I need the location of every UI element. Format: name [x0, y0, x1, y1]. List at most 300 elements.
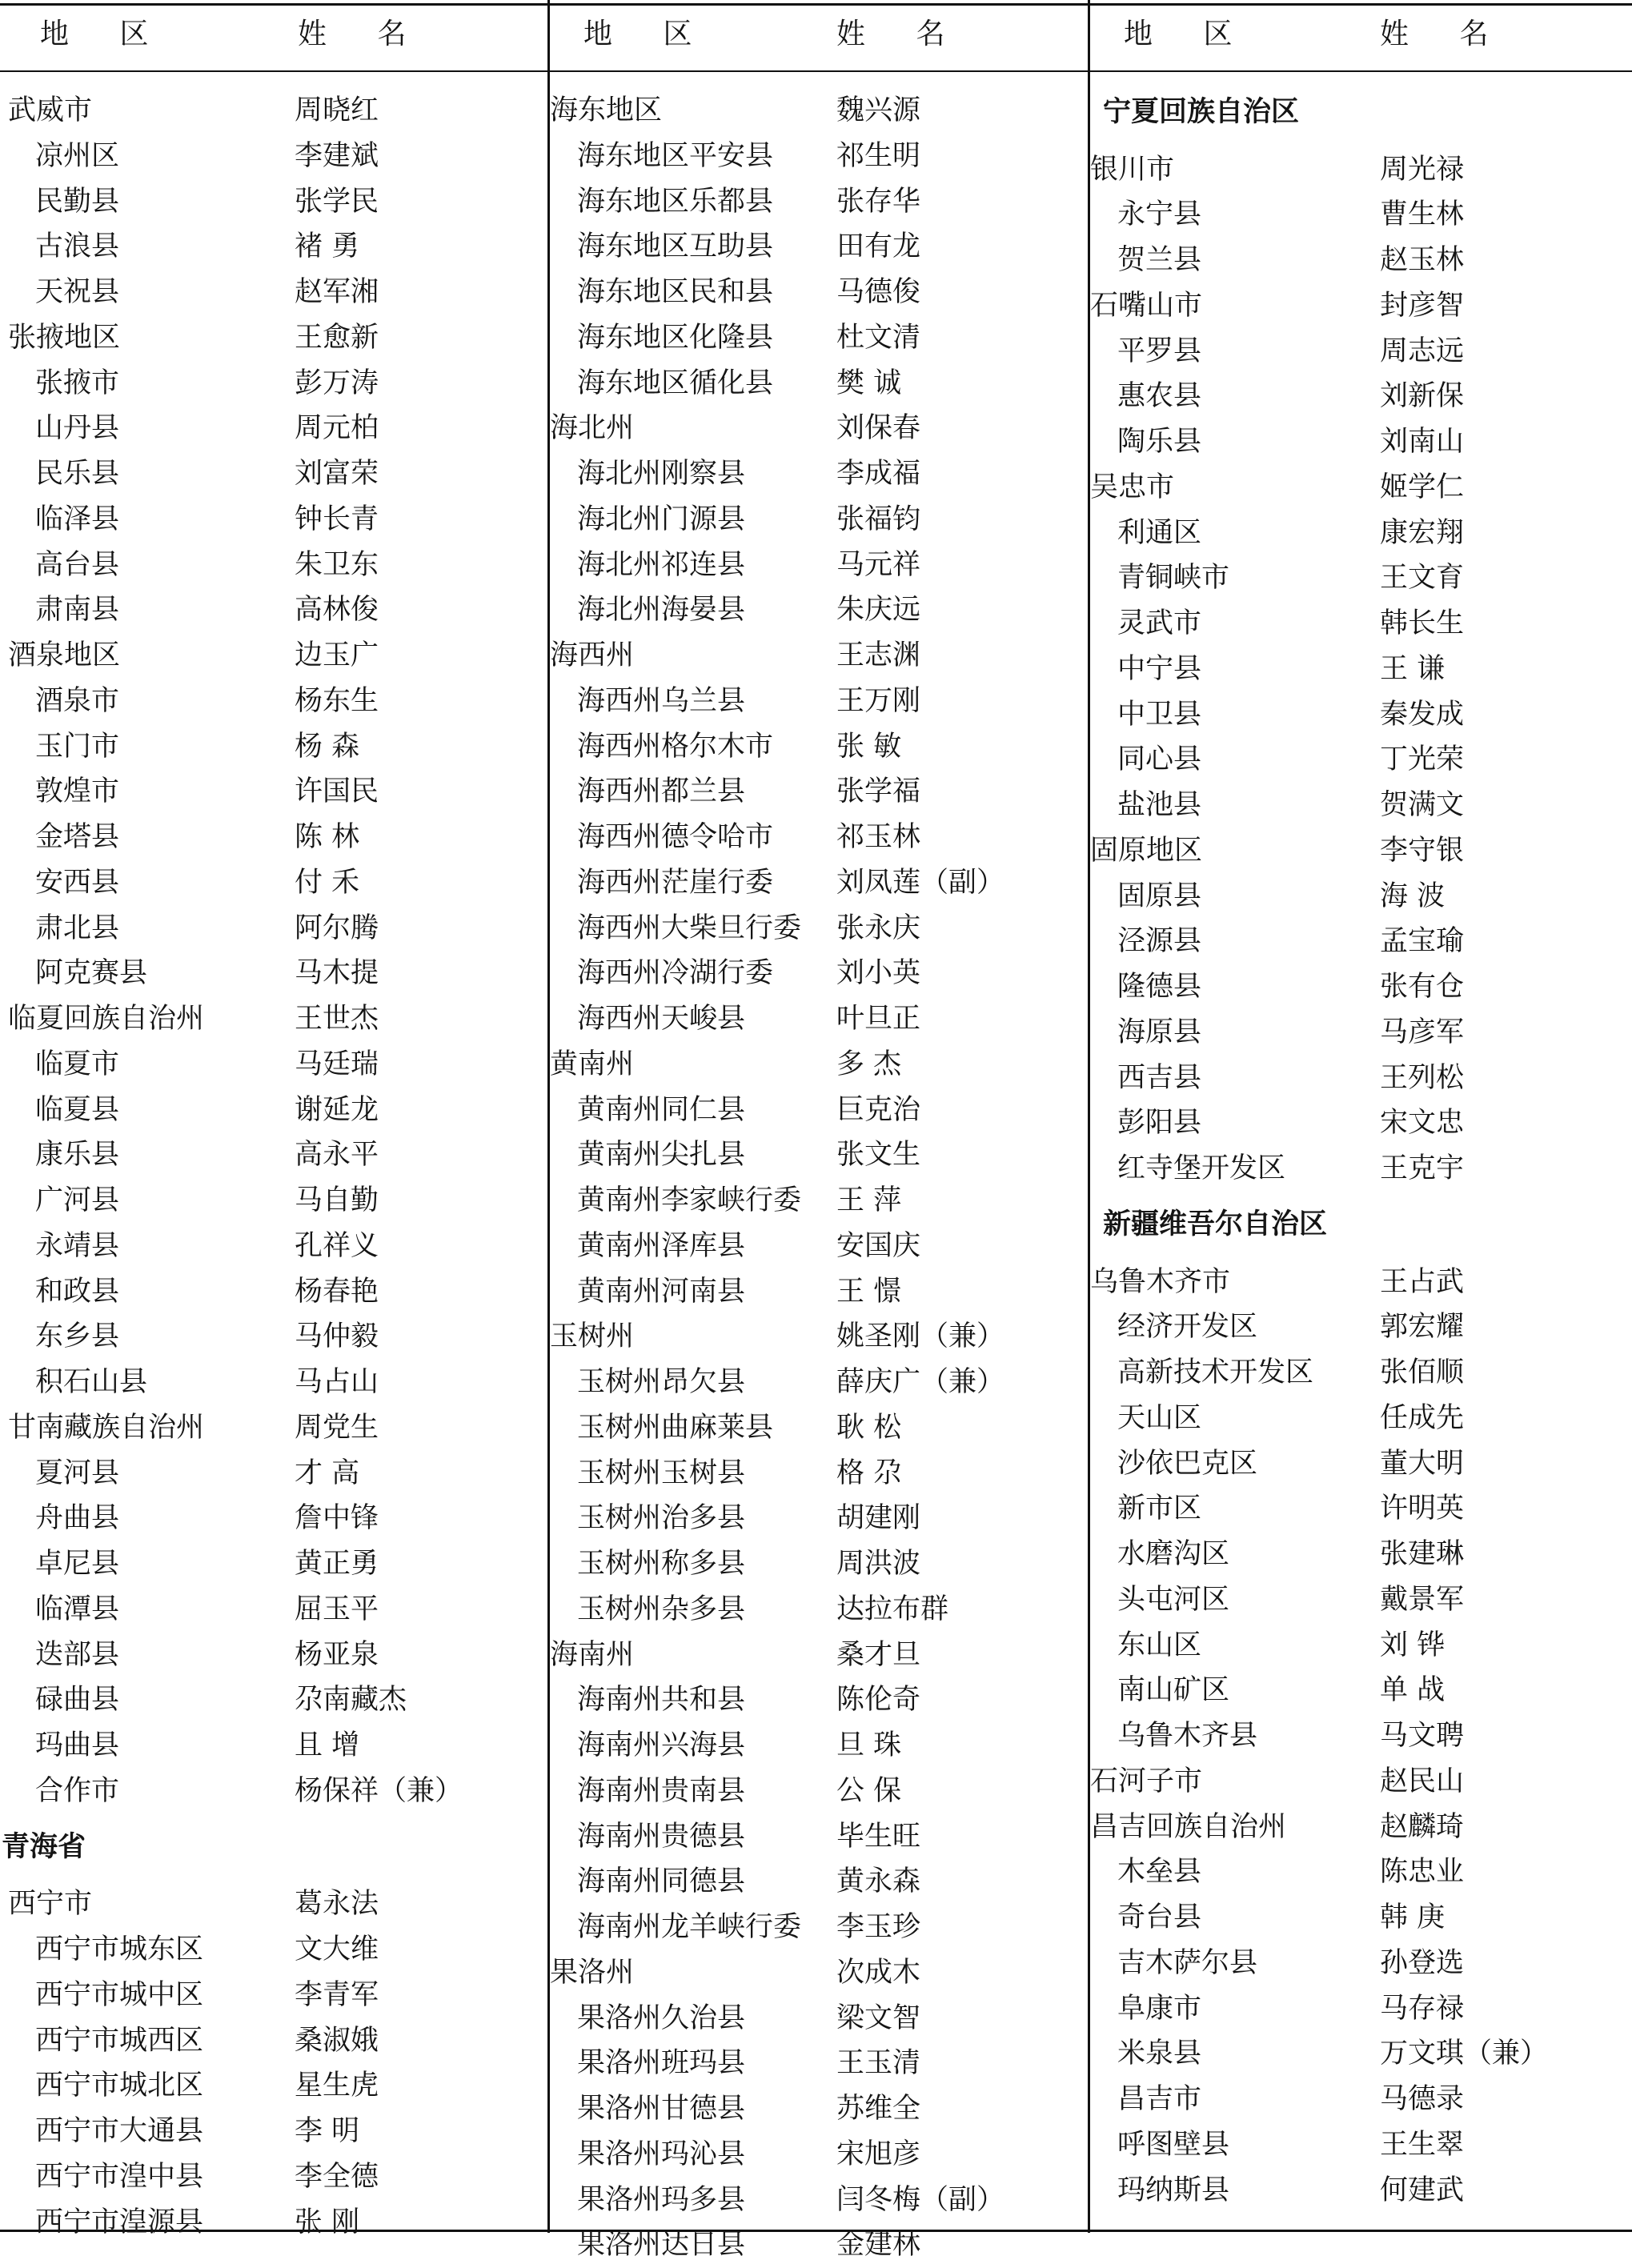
region-name: 石河子市 — [1090, 1765, 1203, 1797]
table-row — [1090, 828, 1632, 874]
table-row — [0, 2018, 547, 2064]
subregion-name: 头屯河区 — [1117, 1583, 1230, 1616]
person-name: 王生翠 — [1380, 2128, 1465, 2161]
table-row — [550, 1132, 1088, 1178]
table-row — [550, 587, 1088, 633]
person-name: 马德录 — [1380, 2083, 1465, 2116]
person-name: 许明英 — [1380, 1493, 1465, 1525]
person-name: 曹生林 — [1380, 198, 1465, 231]
subregion-name: 海东地区民和县 — [577, 276, 774, 308]
person-name: 李青军 — [295, 1978, 379, 2011]
subregion-name: 海南州共和县 — [577, 1684, 746, 1717]
table-row — [550, 1814, 1088, 1860]
subregion-name: 中宁县 — [1117, 652, 1202, 685]
subregion-name: 张掖市 — [35, 367, 120, 399]
table-row — [550, 1496, 1088, 1541]
person-name: 刘保春 — [836, 412, 921, 445]
table-row — [550, 2041, 1088, 2086]
table-row — [0, 1314, 547, 1360]
person-name: 陈伦奇 — [836, 1684, 921, 1717]
person-name: 安国庆 — [836, 1229, 921, 1262]
person-name: 高永平 — [295, 1139, 379, 1172]
table-row — [1090, 238, 1632, 283]
person-name: 郭宏耀 — [1380, 1311, 1465, 1344]
subregion-name: 海南州兴海县 — [577, 1729, 746, 1761]
region-name: 果洛州 — [550, 1956, 635, 1989]
subregion-name: 东乡县 — [35, 1320, 120, 1353]
person-name: 赵军湘 — [295, 276, 379, 308]
subregion-name: 和政县 — [35, 1275, 120, 1308]
person-name: 黄正勇 — [295, 1548, 379, 1580]
subregion-name: 彭阳县 — [1117, 1107, 1202, 1140]
person-name: 刘 铧 — [1380, 1629, 1446, 1661]
person-name: 马彦军 — [1380, 1016, 1465, 1048]
person-name: 戴景军 — [1380, 1583, 1465, 1616]
person-name: 且 增 — [295, 1729, 360, 1761]
region-name: 银川市 — [1090, 153, 1175, 186]
person-name: 赵玉林 — [1380, 244, 1465, 277]
subregion-name: 阜康市 — [1117, 1992, 1202, 2025]
person-name: 付 禾 — [295, 866, 360, 899]
subregion-name: 天山区 — [1117, 1401, 1202, 1434]
person-name: 马廷瑞 — [295, 1048, 379, 1080]
table-row — [550, 679, 1088, 724]
table-row — [0, 906, 547, 952]
table-row — [550, 2178, 1088, 2223]
person-name: 张 敏 — [836, 730, 902, 763]
subregion-name: 海原县 — [1117, 1016, 1202, 1048]
subregion-name: 古浪县 — [35, 230, 120, 263]
table-row — [1090, 2077, 1632, 2122]
subregion-name: 海南州贵德县 — [577, 1820, 746, 1853]
subregion-name: 海东地区乐都县 — [577, 185, 774, 218]
person-name: 张永庆 — [836, 912, 921, 944]
table-row — [550, 179, 1088, 225]
table-row — [1090, 1805, 1632, 1850]
table-row — [0, 815, 547, 860]
subregion-name: 西宁市城中区 — [35, 1978, 204, 2011]
subregion-name: 临夏县 — [35, 1093, 120, 1126]
subregion-name: 黄南州尖扎县 — [577, 1139, 746, 1172]
subregion-name: 海北州祁连县 — [577, 548, 746, 581]
table-row — [1090, 555, 1632, 601]
table-row — [1090, 1056, 1632, 1101]
table-row — [1090, 2031, 1632, 2077]
subregion-name: 天祝县 — [35, 276, 120, 308]
person-name: 王玉清 — [836, 2047, 921, 2080]
table-row — [550, 1769, 1088, 1814]
region-header: 地 区 — [40, 18, 170, 50]
person-name: 张学福 — [836, 775, 921, 808]
table-row — [1090, 1260, 1632, 1305]
subregion-name: 海北州海晏县 — [577, 594, 746, 627]
person-name: 丁光荣 — [1380, 743, 1465, 776]
table-row — [1090, 147, 1632, 193]
subregion-name: 卓尼县 — [35, 1548, 120, 1580]
table-row — [550, 951, 1088, 996]
person-name: 王愈新 — [295, 321, 379, 354]
person-name: 封彦智 — [1380, 289, 1465, 322]
subregion-name: 黄南州泽库县 — [577, 1229, 746, 1262]
table-row — [1090, 874, 1632, 920]
person-name: 巨克治 — [836, 1093, 921, 1126]
subregion-name: 民勤县 — [35, 185, 120, 218]
subregion-name: 果洛州达日县 — [577, 2229, 746, 2262]
table-row — [550, 860, 1088, 906]
table-row — [1090, 329, 1632, 375]
person-name: 海 波 — [1380, 880, 1446, 912]
table-row — [550, 1178, 1088, 1224]
subregion-name: 海西州格尔木市 — [577, 730, 774, 763]
name-header: 姓 名 — [836, 18, 966, 50]
subregion-name: 南山矿区 — [1117, 1674, 1230, 1707]
person-name: 马木提 — [295, 957, 379, 990]
subregion-name: 玉门市 — [35, 730, 120, 763]
table-row — [550, 2086, 1088, 2132]
person-name: 杨春艳 — [295, 1275, 379, 1308]
person-name: 周洪波 — [836, 1548, 921, 1580]
subregion-name: 碌曲县 — [35, 1684, 120, 1717]
person-name: 阿尔腾 — [295, 912, 379, 944]
table-row — [1090, 647, 1632, 692]
section-title: 青海省 — [2, 1830, 86, 1863]
table-row — [550, 1314, 1088, 1360]
table-row — [1090, 1849, 1632, 1895]
region-name: 西宁市 — [8, 1888, 93, 1921]
table-row — [550, 1451, 1088, 1497]
subregion-name: 平罗县 — [1117, 335, 1202, 367]
section-title: 宁夏回族自治区 — [1103, 96, 1300, 128]
subregion-name: 水磨沟区 — [1117, 1538, 1230, 1571]
person-name: 李成福 — [836, 458, 921, 490]
table-row — [0, 1405, 547, 1451]
table-row — [0, 543, 547, 588]
subregion-name: 玛曲县 — [35, 1729, 120, 1761]
person-name: 王万刚 — [836, 684, 921, 717]
subregion-name: 奇台县 — [1117, 1901, 1202, 1934]
table-row — [1090, 964, 1632, 1010]
subregion-name: 永宁县 — [1117, 198, 1202, 231]
subregion-name: 黄南州同仁县 — [577, 1093, 746, 1126]
table-row — [1090, 783, 1632, 828]
table-row — [1090, 1146, 1632, 1192]
subregion-name: 西宁市湟中县 — [35, 2160, 204, 2193]
person-name: 叶旦正 — [836, 1003, 921, 1035]
person-name: 赵麟琦 — [1380, 1810, 1465, 1843]
person-name: 马存禄 — [1380, 1992, 1465, 2025]
table-row — [550, 1224, 1088, 1269]
subregion-name: 海东地区循化县 — [577, 367, 774, 399]
subregion-name: 海西州茫崖行委 — [577, 866, 774, 899]
table-row — [1090, 1486, 1632, 1532]
person-name: 孙登选 — [1380, 1946, 1465, 1979]
subregion-name: 呼图壁县 — [1117, 2128, 1230, 2161]
person-name: 秦发成 — [1380, 698, 1465, 731]
table-row — [0, 1451, 547, 1497]
subregion-name: 西吉县 — [1117, 1061, 1202, 1094]
table-row — [550, 1633, 1088, 1678]
table-row — [550, 1541, 1088, 1587]
region-name: 吴忠市 — [1090, 471, 1175, 503]
person-name: 刘南山 — [1380, 426, 1465, 459]
person-name: 耿 松 — [836, 1411, 902, 1444]
table-row — [0, 315, 547, 361]
subregion-name: 沙依巴克区 — [1117, 1447, 1258, 1480]
person-name: 马元祥 — [836, 548, 921, 581]
table-row — [0, 224, 547, 270]
person-name: 马文聘 — [1380, 1720, 1465, 1753]
table-row — [1090, 1100, 1632, 1146]
region-header: 地 区 — [583, 18, 713, 50]
table-row — [550, 815, 1088, 860]
person-name: 周元柏 — [295, 412, 379, 445]
subregion-name: 迭部县 — [35, 1638, 120, 1671]
table-row — [0, 1587, 547, 1633]
table-row — [0, 1088, 547, 1133]
person-name: 薛庆广（兼） — [836, 1366, 1005, 1398]
table-row — [550, 1996, 1088, 2042]
table-row — [0, 587, 547, 633]
person-name: 谢延龙 — [295, 1093, 379, 1126]
table-row — [550, 1905, 1088, 1950]
region-name: 临夏回族自治州 — [8, 1003, 205, 1035]
subregion-name: 民乐县 — [35, 458, 120, 490]
person-name: 韩 庚 — [1380, 1901, 1446, 1934]
table-row — [0, 1496, 547, 1541]
table-row — [550, 906, 1088, 952]
person-name: 张福钧 — [836, 503, 921, 535]
table-row — [1090, 1941, 1632, 1986]
person-name: 孔祥义 — [295, 1229, 379, 1262]
person-name: 王志渊 — [836, 639, 921, 671]
person-name: 王 憬 — [836, 1275, 902, 1308]
header-rule — [0, 70, 1632, 72]
table-row — [550, 224, 1088, 270]
person-name: 李 明 — [295, 2115, 360, 2147]
table-row — [1090, 1532, 1632, 1577]
region-name: 酒泉地区 — [8, 639, 121, 671]
table-row — [0, 1178, 547, 1224]
section-title: 新疆维吾尔自治区 — [1103, 1208, 1328, 1240]
person-name: 周晓红 — [295, 94, 379, 126]
table-row — [550, 1587, 1088, 1633]
person-name: 李建斌 — [295, 139, 379, 172]
subregion-name: 玉树州玉树县 — [577, 1457, 746, 1489]
person-name: 刘新保 — [1380, 380, 1465, 413]
subregion-name: 肃南县 — [35, 594, 120, 627]
person-name: 才 高 — [295, 1457, 360, 1489]
table-row — [0, 451, 547, 497]
subregion-name: 广河县 — [35, 1184, 120, 1216]
table-row — [0, 769, 547, 815]
table-row — [550, 406, 1088, 451]
region-name: 黄南州 — [550, 1048, 635, 1080]
subregion-name: 安西县 — [35, 866, 120, 899]
subregion-name: 经济开发区 — [1117, 1311, 1258, 1344]
table-row — [1090, 919, 1632, 964]
table-row — [1090, 1895, 1632, 1941]
table-row — [550, 451, 1088, 497]
table-row — [550, 270, 1088, 315]
table-row — [1090, 465, 1632, 511]
subregion-name: 固原县 — [1117, 880, 1202, 912]
table-row — [1090, 192, 1632, 238]
subregion-name: 惠农县 — [1117, 380, 1202, 413]
person-name: 周党生 — [295, 1411, 379, 1444]
person-name: 黄永森 — [836, 1865, 921, 1898]
table-row — [0, 633, 547, 679]
subregion-name: 海西州乌兰县 — [577, 684, 746, 717]
table-row — [0, 88, 547, 134]
person-name: 何建武 — [1380, 2174, 1465, 2206]
table-row — [550, 769, 1088, 815]
person-name: 孟宝瑜 — [1380, 925, 1465, 958]
person-name: 姚圣刚（兼） — [836, 1320, 1005, 1353]
table-row — [550, 724, 1088, 770]
person-name: 公 保 — [836, 1774, 902, 1807]
table-row — [1090, 1441, 1632, 1487]
table-row — [550, 1405, 1088, 1451]
table-row — [0, 134, 547, 179]
person-name: 王 谦 — [1380, 652, 1446, 685]
person-name: 韩长生 — [1380, 607, 1465, 640]
subregion-name: 临泽县 — [35, 503, 120, 535]
person-name: 格 尕 — [836, 1457, 902, 1489]
table-row — [1090, 737, 1632, 783]
subregion-name: 灵武市 — [1117, 607, 1202, 640]
table-row — [0, 361, 547, 407]
table-row — [1090, 374, 1632, 419]
person-name: 桑才旦 — [836, 1638, 921, 1671]
person-name: 张建琳 — [1380, 1538, 1465, 1571]
person-name: 姬学仁 — [1380, 471, 1465, 503]
subregion-name: 金塔县 — [35, 821, 120, 853]
subregion-name: 西宁市城北区 — [35, 2070, 204, 2102]
table-row — [0, 1541, 547, 1587]
person-name: 杨保祥（兼） — [295, 1774, 463, 1807]
subregion-name: 黄南州李家峡行委 — [577, 1184, 802, 1216]
table-row — [0, 406, 547, 451]
table-row — [1090, 283, 1632, 329]
table-row — [550, 633, 1088, 679]
subregion-name: 中卫县 — [1117, 698, 1202, 731]
person-name: 朱卫东 — [295, 548, 379, 581]
table-row — [1090, 2122, 1632, 2168]
table-row — [0, 1973, 547, 2018]
person-name: 彭万涛 — [295, 367, 379, 399]
subregion-name: 乌鲁木齐县 — [1117, 1720, 1258, 1753]
subregion-name: 凉州区 — [35, 139, 120, 172]
person-name: 马占山 — [295, 1366, 379, 1398]
person-name: 屈玉平 — [295, 1593, 379, 1625]
table-row — [550, 2132, 1088, 2178]
subregion-name: 海西州天峻县 — [577, 1003, 746, 1035]
person-name: 赵民山 — [1380, 1765, 1465, 1797]
subregion-name: 果洛州久治县 — [577, 2002, 746, 2034]
table-row — [1090, 1010, 1632, 1056]
table-row — [0, 2154, 547, 2200]
region-name: 昌吉回族自治州 — [1090, 1810, 1287, 1843]
person-name: 王克宇 — [1380, 1152, 1465, 1185]
person-name: 杨亚泉 — [295, 1638, 379, 1671]
person-name: 王文育 — [1380, 562, 1465, 595]
person-name: 魏兴源 — [836, 94, 921, 126]
region-name: 甘南藏族自治州 — [8, 1411, 205, 1444]
region-name: 张掖地区 — [8, 321, 121, 354]
table-row — [550, 134, 1088, 179]
table-row — [0, 860, 547, 906]
subregion-name: 海西州大柴旦行委 — [577, 912, 802, 944]
subregion-name: 海北州门源县 — [577, 503, 746, 535]
table-row — [550, 1360, 1088, 1405]
region-name: 海南州 — [550, 1638, 635, 1671]
region-name: 玉树州 — [550, 1320, 635, 1353]
table-row — [0, 2109, 547, 2154]
person-name: 王世杰 — [295, 1003, 379, 1035]
subregion-name: 红寺堡开发区 — [1117, 1152, 1286, 1185]
person-name: 张文生 — [836, 1139, 921, 1172]
subregion-name: 高新技术开发区 — [1117, 1356, 1314, 1389]
person-name: 张 刚 — [295, 2206, 360, 2238]
subregion-name: 新市区 — [1117, 1493, 1202, 1525]
table-row — [550, 1677, 1088, 1723]
person-name: 尕南藏杰 — [295, 1684, 407, 1717]
person-name: 陈忠业 — [1380, 1856, 1465, 1889]
subregion-name: 西宁市城东区 — [35, 1933, 204, 1965]
table-row — [0, 1927, 547, 1973]
table-row — [1090, 2168, 1632, 2214]
subregion-name: 木垒县 — [1117, 1856, 1202, 1889]
table-row — [0, 1881, 547, 1927]
person-name: 宋旭彦 — [836, 2138, 921, 2170]
person-name: 毕生旺 — [836, 1820, 921, 1853]
person-name: 陈 林 — [295, 821, 360, 853]
person-name: 周志远 — [1380, 335, 1465, 367]
subregion-name: 永靖县 — [35, 1229, 120, 1262]
subregion-name: 陶乐县 — [1117, 426, 1202, 459]
subregion-name: 利通区 — [1117, 516, 1202, 549]
subregion-name: 敦煌市 — [35, 775, 120, 808]
region-name: 海北州 — [550, 412, 635, 445]
table-row — [1090, 1577, 1632, 1623]
subregion-name: 玉树州杂多县 — [577, 1593, 746, 1625]
subregion-name: 舟曲县 — [35, 1502, 120, 1535]
subregion-name: 同心县 — [1117, 743, 1202, 776]
person-name: 次成木 — [836, 1956, 921, 1989]
person-name: 詹中锋 — [295, 1502, 379, 1535]
table-row — [0, 1360, 547, 1405]
subregion-name: 果洛州班玛县 — [577, 2047, 746, 2080]
person-name: 褚 勇 — [295, 230, 360, 263]
person-name: 马自勤 — [295, 1184, 379, 1216]
subregion-name: 西宁市大通县 — [35, 2115, 204, 2147]
table-row — [550, 1859, 1088, 1905]
subregion-name: 隆德县 — [1117, 971, 1202, 1004]
table-row — [1090, 1986, 1632, 2032]
table-row — [0, 2200, 547, 2246]
table-row — [0, 1132, 547, 1178]
person-name: 葛永法 — [295, 1888, 379, 1921]
person-name: 高林俊 — [295, 594, 379, 627]
person-name: 宋文忠 — [1380, 1107, 1465, 1140]
person-name: 苏维全 — [836, 2093, 921, 2125]
table-row — [1090, 1350, 1632, 1396]
table-row — [0, 497, 547, 543]
subregion-name: 果洛州玛沁县 — [577, 2138, 746, 2170]
name-header: 姓 名 — [1380, 18, 1510, 50]
subregion-name: 玛纳斯县 — [1117, 2174, 1230, 2206]
table-row — [0, 2063, 547, 2109]
